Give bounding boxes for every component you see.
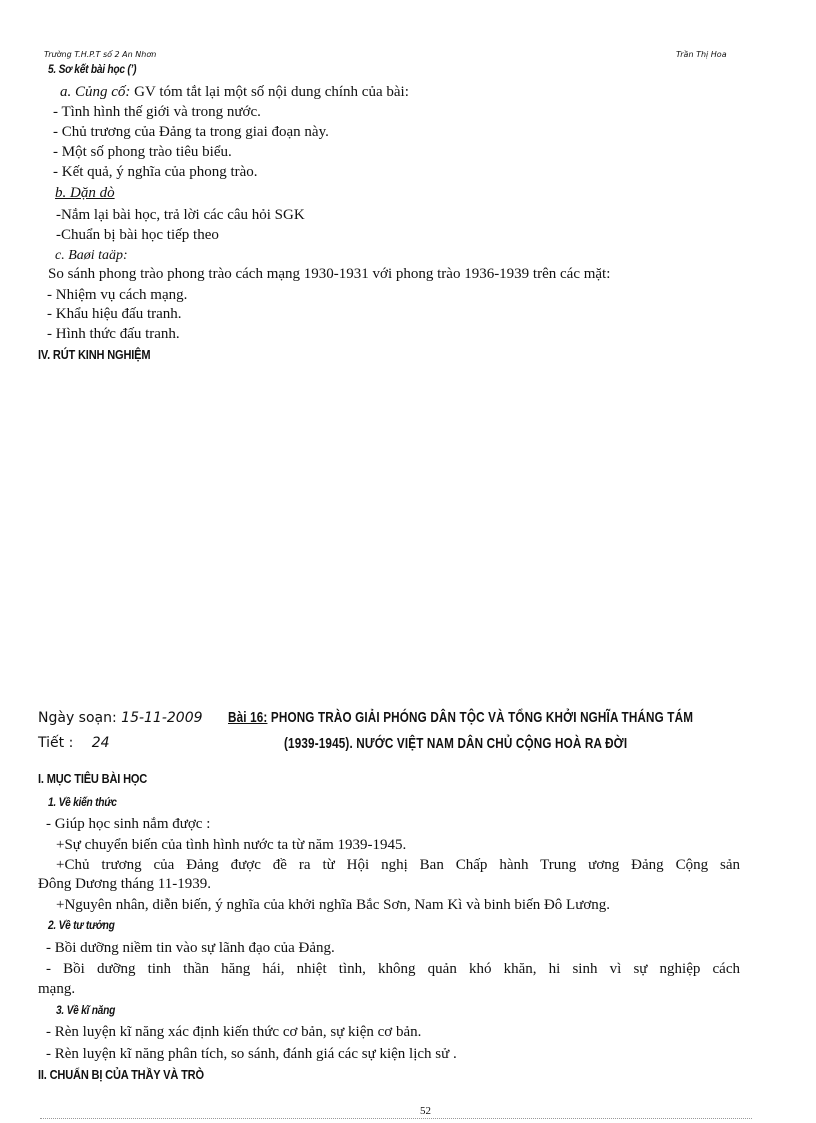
- section-1-heading: I. MỤC TIÊU BÀI HỌC: [38, 771, 148, 786]
- ideology-heading: 2. Về tư tưởng: [48, 918, 115, 932]
- skills-heading: 3. Về kĩ năng: [56, 1003, 116, 1017]
- list-item: -Chuẩn bị bài học tiếp theo: [56, 227, 219, 243]
- period-label: Tiết :: [38, 735, 74, 751]
- list-item: - Rèn luyện kĩ năng xác định kiến thức cơ bản, sự kiện cơ bản.: [46, 1024, 422, 1040]
- list-item: - Tình hình thế giới và trong nước.: [53, 104, 261, 120]
- period-value: 24: [91, 735, 110, 751]
- section-4-heading: IV. RÚT KINH NGHIỆM: [38, 347, 151, 362]
- list-item: - Khẩu hiệu đấu tranh.: [47, 306, 182, 322]
- exercise-label: c. Baøi taäp:: [55, 248, 128, 263]
- consolidation-label: a. Củng cố:: [60, 84, 131, 100]
- list-item: - Một số phong trào tiêu biểu.: [53, 144, 232, 160]
- list-item: - Bồi dưỡng tinh thần hăng hái, nhiệt tình, không quản khó khăn, hi sinh vì sự nghiệp cách: [46, 961, 740, 977]
- date-line: [38, 710, 203, 726]
- homework-label: b. Dặn dò: [55, 185, 115, 201]
- list-item: - Chủ trương của Đảng ta trong giai đoạn này.: [53, 124, 329, 140]
- lesson-title-line1: [228, 709, 693, 726]
- footer-divider: [40, 1118, 752, 1119]
- list-item: +Chủ trương của Đảng được đề ra từ Hội nghị Ban Chấp hành Trung ương Đảng Cộng sản: [56, 857, 740, 873]
- list-item-continuation: Đông Dương tháng 11-1939.: [38, 876, 211, 892]
- list-item: +Sự chuyển biến của tình hình nước ta từ năm 1939-1945.: [56, 837, 407, 853]
- list-item: - Nhiệm vụ cách mạng.: [47, 287, 188, 303]
- list-item: -Nắm lại bài học, trả lời các câu hỏi SGK: [56, 207, 305, 223]
- date-label: Ngày soạn:: [38, 710, 117, 726]
- lesson-number: Bài 16:: [228, 709, 268, 726]
- date-value: 15-11-2009: [121, 710, 203, 726]
- page-number: 52: [420, 1105, 431, 1117]
- list-item: +Nguyên nhân, diễn biến, ý nghĩa của khởi nghĩa Bắc Sơn, Nam Kì và binh biến Đô Lương.: [56, 897, 611, 913]
- section-2-heading: II. CHUẨN BỊ CỦA THẦY VÀ TRÒ: [38, 1067, 204, 1082]
- header-author: Trần Thị Hoa: [676, 50, 727, 59]
- consolidation-line: [60, 83, 409, 102]
- list-item-continuation: mạng.: [38, 981, 76, 997]
- lesson-title-line2: (1939-1945). NƯỚC VIỆT NAM DÂN CHỦ CỘNG HOÀ RA ĐỜI: [284, 735, 628, 752]
- period-line: [38, 735, 110, 751]
- header-school: Trường T.H.P.T số 2 An Nhơn: [44, 50, 157, 59]
- list-item: - Rèn luyện kĩ năng phân tích, so sánh, đánh giá các sự kiện lịch sử .: [46, 1046, 457, 1062]
- knowledge-heading: 1. Về kiến thức: [48, 795, 117, 809]
- section-5-heading: 5. Sơ kết bài học (’): [48, 62, 137, 76]
- list-item: - Bồi dưỡng niềm tin vào sự lãnh đạo của Đảng.: [46, 940, 335, 956]
- lesson-title-text: PHONG TRÀO GIẢI PHÓNG DÂN TỘC VÀ TỔNG KHỞI NGHĨA THÁNG TÁM: [270, 709, 694, 726]
- consolidation-text: GV tóm tắt lại một số nội dung chính của bài:: [134, 84, 409, 100]
- exercise-text: So sánh phong trào phong trào cách mạng 1930-1931 với phong trào 1936-1939 trên các mặt:: [48, 266, 611, 282]
- list-item: - Kết quả, ý nghĩa của phong trào.: [53, 164, 258, 180]
- knowledge-intro: - Giúp học sinh nắm được :: [46, 816, 211, 832]
- list-item: - Hình thức đấu tranh.: [47, 326, 180, 342]
